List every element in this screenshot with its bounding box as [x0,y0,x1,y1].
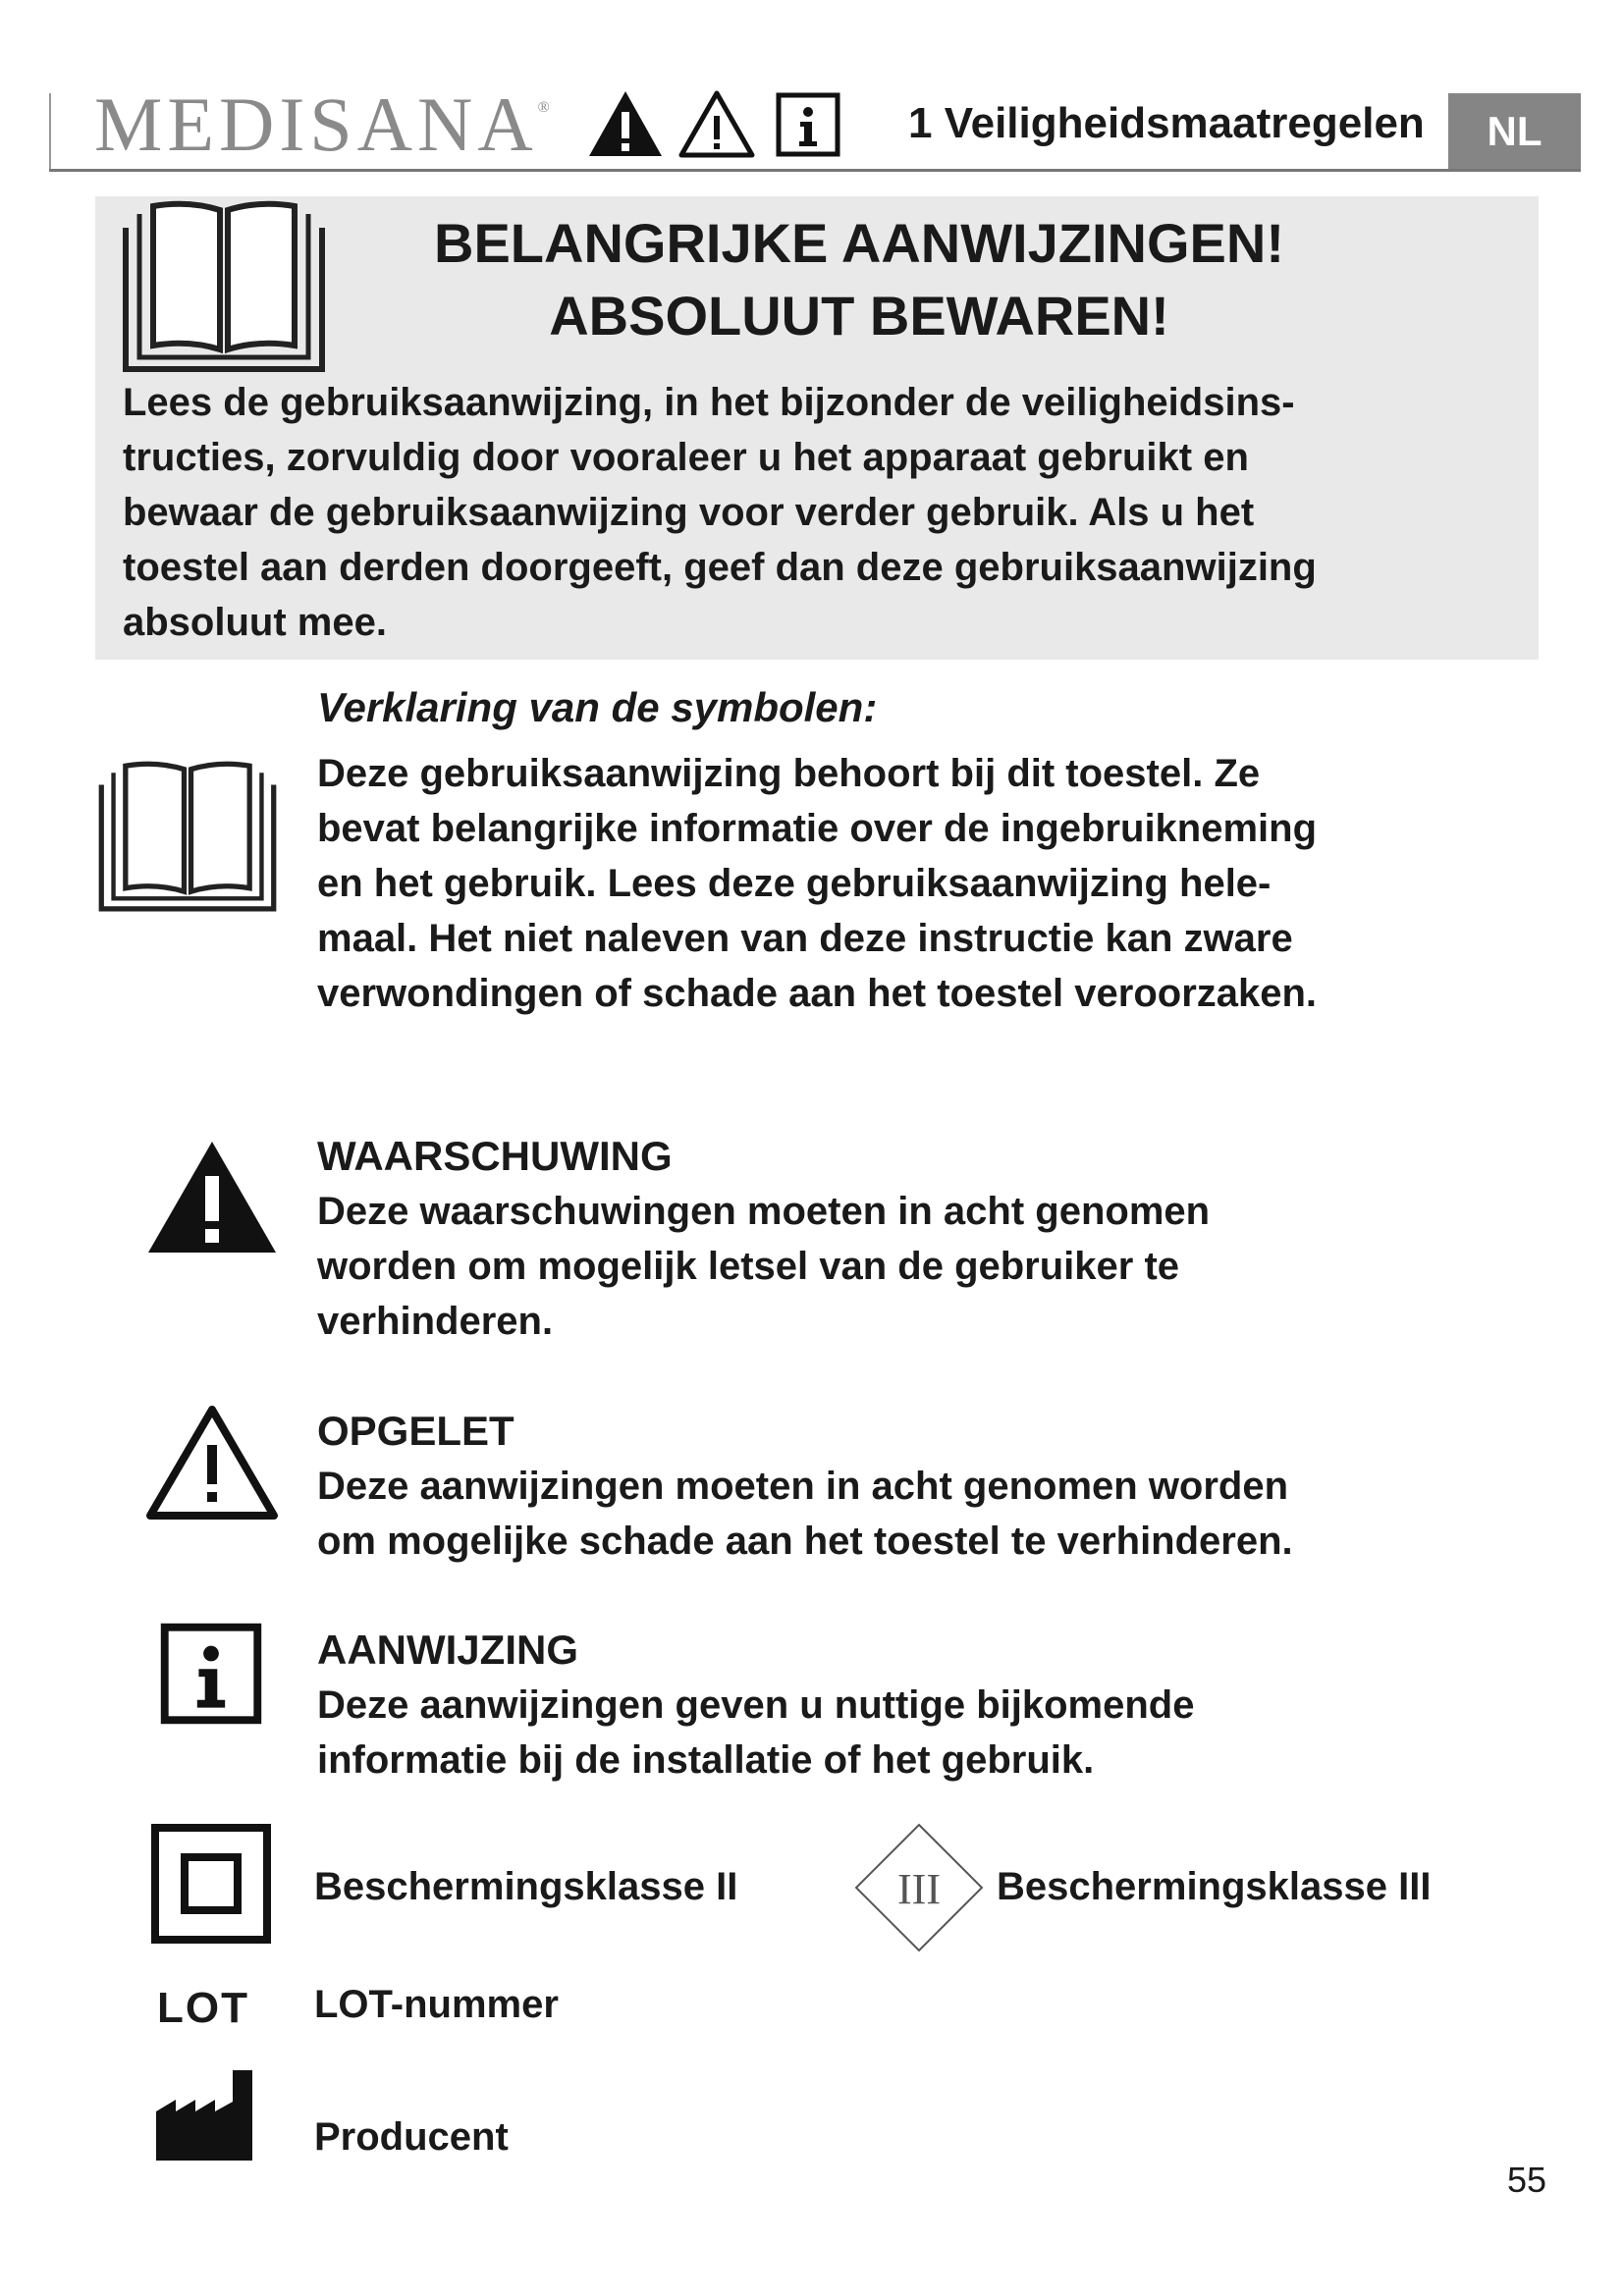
language-tab: NL [1448,93,1581,169]
section-title: 1 Veiligheidsmaatregelen [908,99,1425,147]
manufacturer-icon [154,2068,254,2163]
producer-label: Producent [314,2115,509,2159]
header-divider [49,169,1581,172]
protection-class-3-glyph: III [897,1865,941,1913]
note-title: AANWIJZING [317,1627,578,1673]
page-number: 55 [1507,2160,1547,2200]
manual-symbol-text: Deze gebruiksaanwijzing behoort bij dit toestel. Ze bevat belangrijke informatie over de ingebruikneming en het gebruik. Lees deze gebruiksaanwijzing hele- maal. Het niet naleven van deze instructie kan zware verwondingen of schade aan het toestel veroorzaken. [317,752,1318,1015]
warning-title: WAARSCHUWING [317,1133,673,1179]
box-title-line2: ABSOLUUT BEWAREN! [549,285,1169,347]
warning-filled-icon [587,88,664,159]
note-section: AANWIJZING Deze aanwijzingen geven u nuttige bijkomende informatie bij de installatie of het gebruik. [317,1623,1194,1788]
protection-class-3-label: Beschermingsklasse III [997,1865,1432,1908]
box-title-line1: BELANGRIJKE AANWIJZINGEN! [434,212,1284,274]
box-body-text: Lees de gebruiksaanwijzing, in het bijzonder de veiligheidsins- tructies, zorvuldig door vooraleer u het apparaat gebruikt en bewaar de gebruiksaanwijzing voor verder gebruik. Als u het toestel aan derden doorgeeft, geef dan deze gebruiksaanwijzing absoluut mee. [123,381,1317,644]
protection-class-3-icon [852,1821,986,1954]
warning-outline-icon [677,88,756,159]
protection-class-2-label: Beschermingsklasse II [314,1865,738,1908]
warning-filled-icon [145,1139,279,1256]
manual-book-icon [96,746,279,929]
info-icon [160,1623,262,1725]
protection-class-2-icon [151,1824,271,1944]
warning-section: WAARSCHUWING Deze waarschuwingen moeten in acht genomen worden om mogelijk letsel van de gebruiker te verhinderen. [317,1129,1210,1349]
brand-logo: MEDISANA® [94,81,550,167]
lot-label: LOT-nummer [314,1983,559,2026]
warning-outline-icon [145,1404,279,1522]
caution-title: OPGELET [317,1408,514,1454]
lot-icon: LOT [157,1984,249,2032]
caution-section: OPGELET Deze aanwijzingen moeten in acht genomen worden om mogelijke schade aan het toestel te verhinderen. [317,1404,1293,1569]
symbols-heading: Verklaring van de symbolen: [317,684,878,730]
info-icon [776,92,840,157]
header-divider-vertical [49,93,51,169]
